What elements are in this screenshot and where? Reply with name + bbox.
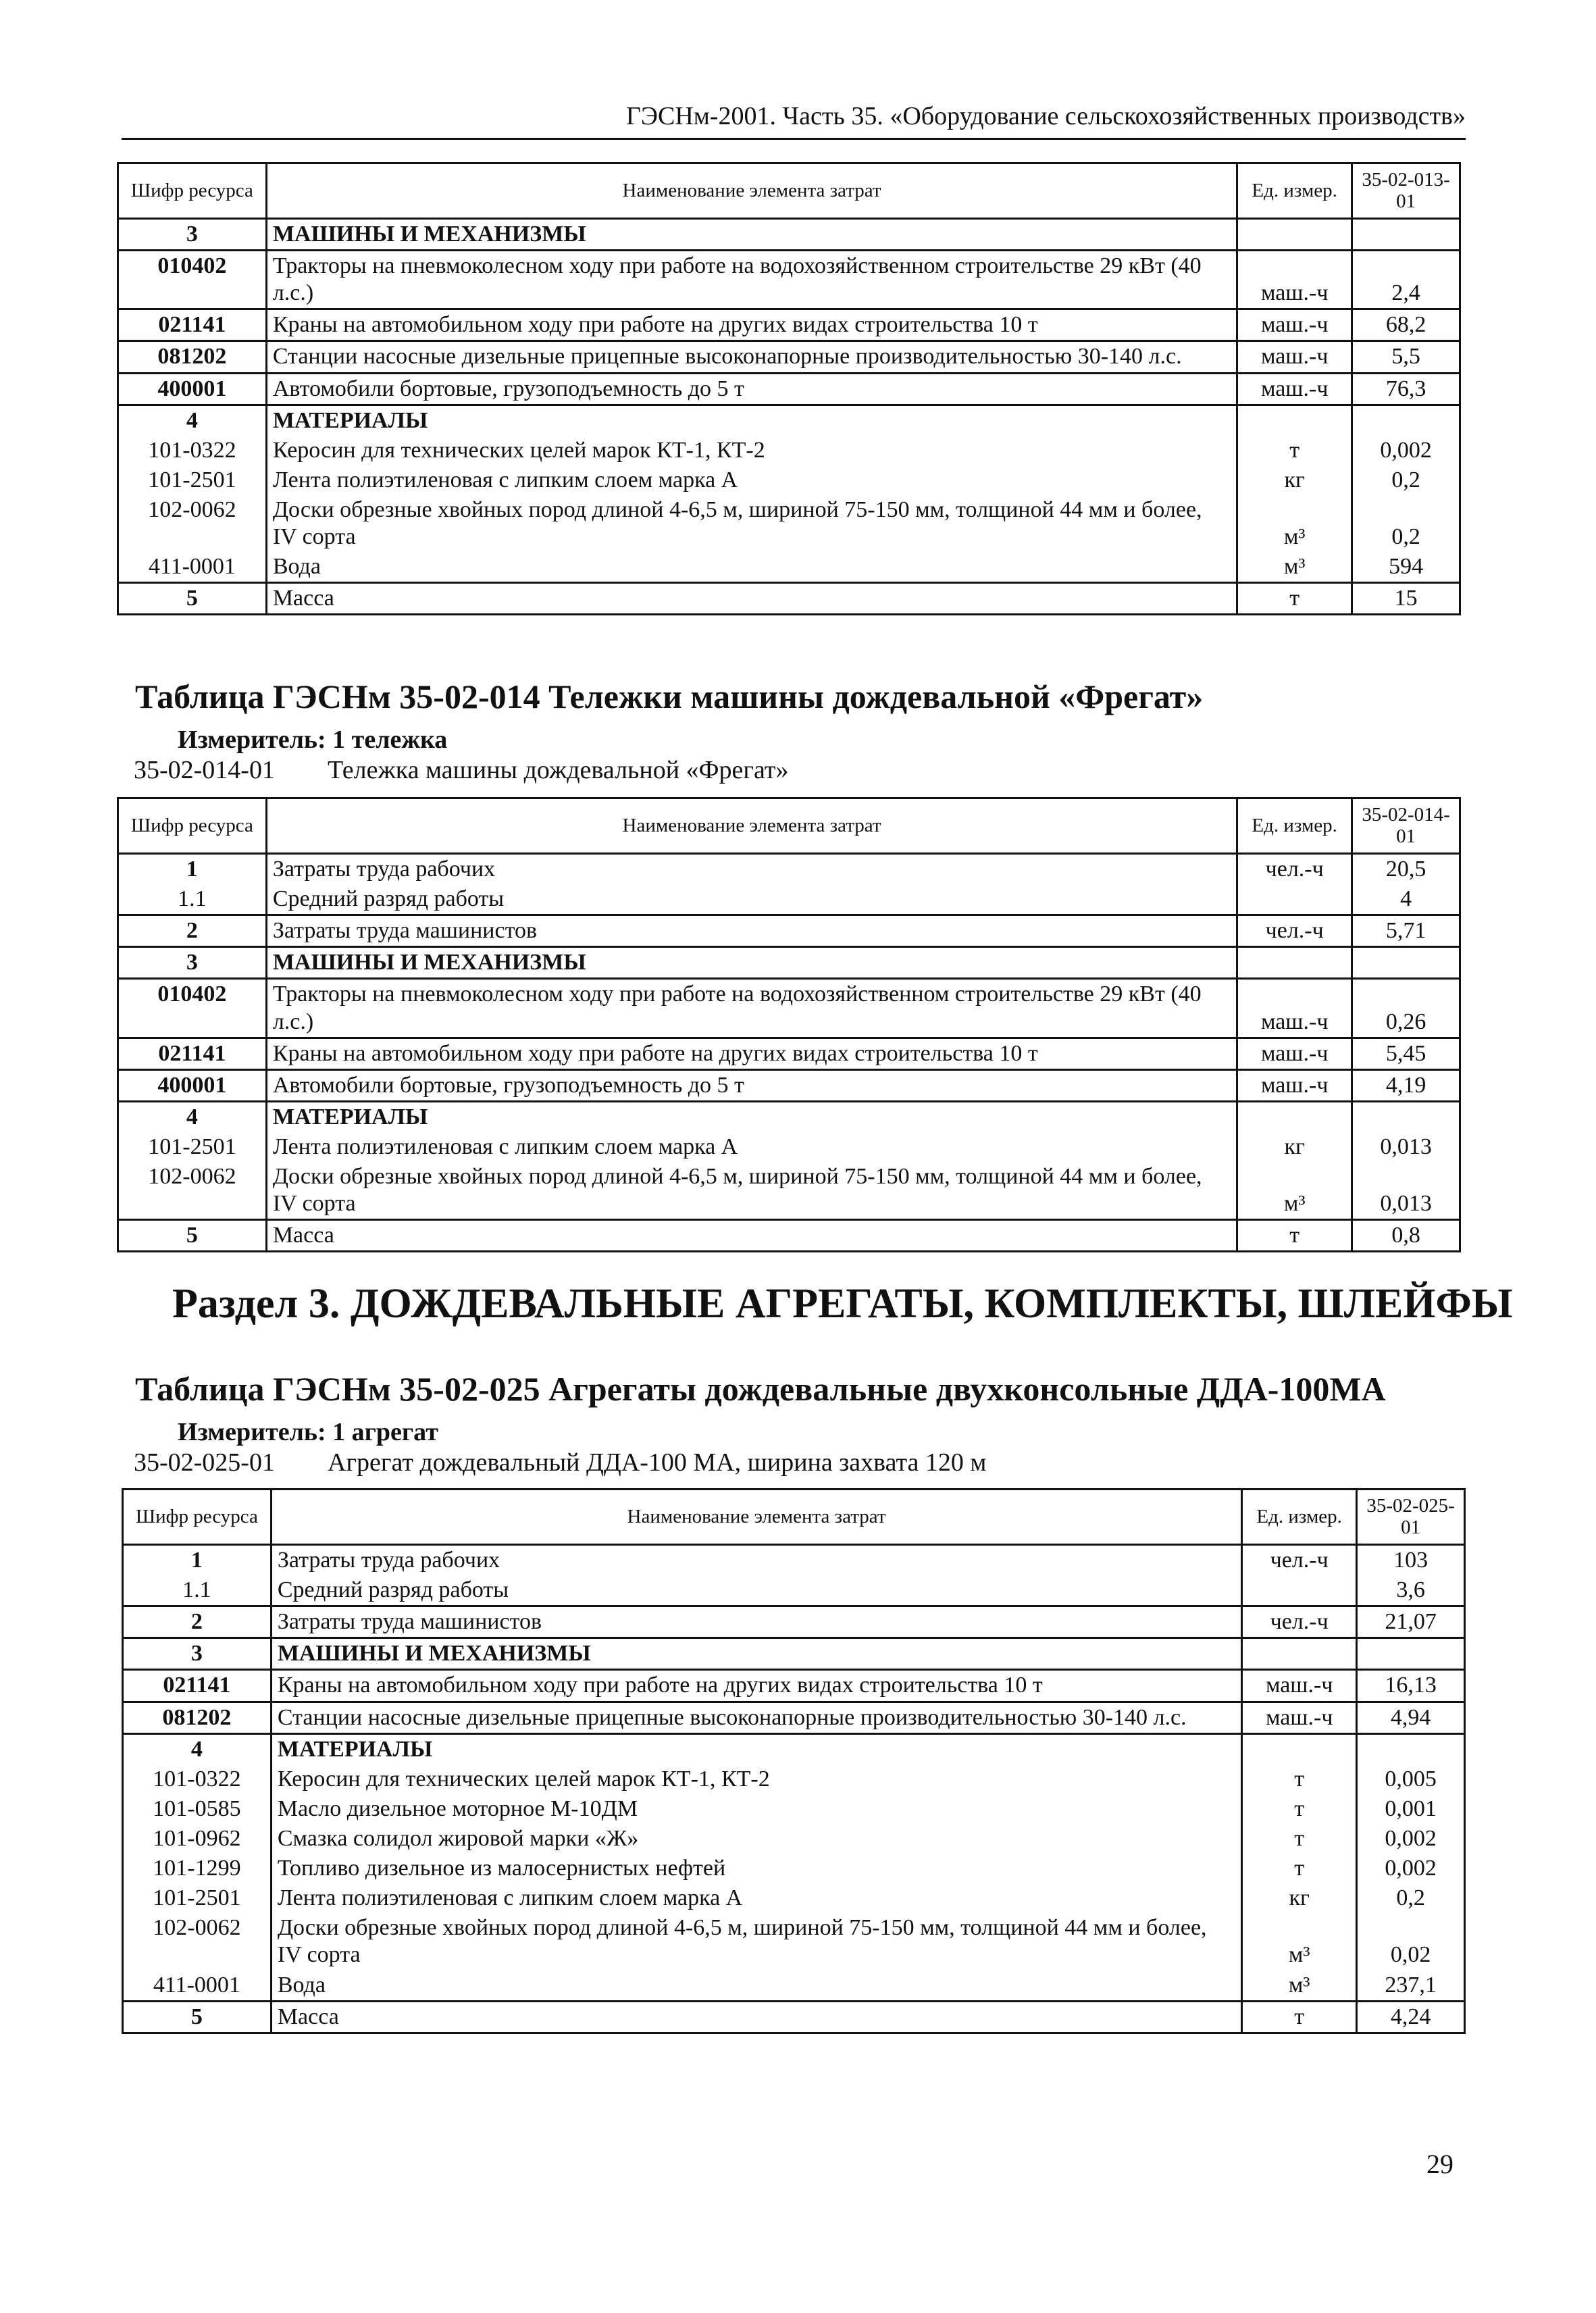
cell-name: МАШИНЫ И МЕХАНИЗМЫ: [266, 219, 1237, 251]
cell-unit: маш.-ч: [1242, 1670, 1357, 1702]
table-title-35-02-025: Таблица ГЭСНм 35-02-025 Агрегаты дождевальные двухконсольные ДДА-100МА: [135, 1370, 1386, 1408]
cell-code: 3: [123, 1638, 272, 1670]
table-row: [118, 495, 1460, 552]
table-row: [123, 1638, 1465, 1670]
cell-name: Лента полиэтиленовая с липким слоем марка А: [266, 465, 1237, 495]
cell-code: 5: [123, 2001, 272, 2033]
cell-value: 16,13: [1357, 1670, 1465, 1702]
cell-code: 081202: [118, 341, 267, 373]
page-number: 29: [1426, 2149, 1453, 2179]
table-row: [118, 915, 1460, 947]
cell-name: Краны на автомобильном ходу при работе на других видах строительства 10 т: [266, 1038, 1237, 1069]
cell-value: 0,001: [1357, 1794, 1465, 1824]
cell-code: 101-0962: [123, 1824, 272, 1854]
cell-unit: [1237, 219, 1352, 251]
cell-name: Средний разряд работы: [271, 1575, 1241, 1606]
cell-value: 0,26: [1352, 979, 1460, 1038]
cell-name: Тракторы на пневмоколесном ходу при работе на водохозяйственном строительстве 29 кВт (40 л.с.): [266, 251, 1237, 309]
cell-name: Масса: [271, 2001, 1241, 2033]
cell-code: 101-0322: [118, 436, 267, 465]
cell-name: Затраты труда машинистов: [271, 1606, 1241, 1638]
cell-unit: чел.-ч: [1242, 1545, 1357, 1576]
cell-name: Доски обрезные хвойных пород длиной 4-6,5 м, шириной 75-150 мм, толщиной 44 мм и более, IV сорта: [266, 495, 1237, 552]
table-row: [123, 1764, 1465, 1794]
cell-name: Станции насосные дизельные прицепные высоконапорные производительностью 30-140 л.с.: [266, 341, 1237, 373]
col-header-unit: Ед. измер.: [1242, 1490, 1357, 1545]
cell-code: 400001: [118, 1069, 267, 1101]
cell-value: 0,2: [1357, 1883, 1465, 1913]
table-row: [118, 436, 1460, 465]
cell-name: Средний разряд работы: [266, 884, 1237, 915]
cell-unit: т: [1237, 583, 1352, 615]
cell-unit: м³: [1242, 1971, 1357, 2002]
cell-value: 0,8: [1352, 1220, 1460, 1252]
cell-name: МАШИНЫ И МЕХАНИЗМЫ: [271, 1638, 1241, 1670]
cell-value: 594: [1352, 552, 1460, 583]
cell-name: МАТЕРИАЛЫ: [271, 1733, 1241, 1764]
cell-value: 0,002: [1352, 436, 1460, 465]
col-header-value: 35-02-025-01: [1357, 1490, 1465, 1545]
cell-unit: [1242, 1733, 1357, 1764]
table-row: [123, 2001, 1465, 2033]
table-row: [123, 1702, 1465, 1733]
cell-name: Лента полиэтиленовая с липким слоем марка А: [266, 1132, 1237, 1162]
cell-name: МАТЕРИАЛЫ: [266, 1101, 1237, 1132]
table-row: [118, 583, 1460, 615]
cell-value: 5,5: [1352, 341, 1460, 373]
cell-name: Масса: [266, 583, 1237, 615]
cell-value: 68,2: [1352, 309, 1460, 341]
cell-unit: чел.-ч: [1237, 915, 1352, 947]
cell-name: Доски обрезные хвойных пород длиной 4-6,5 м, шириной 75-150 мм, толщиной 44 мм и более, IV сорта: [266, 1162, 1237, 1220]
cell-code: 102-0062: [123, 1913, 272, 1970]
cell-unit: т: [1242, 1854, 1357, 1883]
table-row: [123, 1670, 1465, 1702]
cell-value: [1357, 1733, 1465, 1764]
cell-name: Керосин для технических целей марок КТ-1, КТ-2: [266, 436, 1237, 465]
cell-name: Топливо дизельное из малосернистых нефтей: [271, 1854, 1241, 1883]
cell-unit: м³: [1237, 552, 1352, 583]
cell-value: 4,94: [1357, 1702, 1465, 1733]
cell-value: 0,002: [1357, 1854, 1465, 1883]
variant-name: Агрегат дождевальный ДДА-100 МА, ширина захвата 120 м: [328, 1448, 987, 1477]
cell-name: Краны на автомобильном ходу при работе на других видах строительства 10 т: [266, 309, 1237, 341]
cell-code: 021141: [123, 1670, 272, 1702]
cell-code: 2: [123, 1606, 272, 1638]
table-row: [123, 1913, 1465, 1970]
cell-name: Масло дизельное моторное М-10ДМ: [271, 1794, 1241, 1824]
cell-unit: т: [1242, 1764, 1357, 1794]
cell-name: Краны на автомобильном ходу при работе на других видах строительства 10 т: [271, 1670, 1241, 1702]
cell-code: 1.1: [123, 1575, 272, 1606]
col-header-code: Шифр ресурса: [123, 1490, 272, 1545]
table-row: [123, 1794, 1465, 1824]
cell-code: 411-0001: [123, 1971, 272, 2002]
cell-code: 400001: [118, 373, 267, 405]
cell-value: 0,013: [1352, 1162, 1460, 1220]
cell-name: Смазка солидол жировой марки «Ж»: [271, 1824, 1241, 1854]
cell-name: Затраты труда машинистов: [266, 915, 1237, 947]
cell-code: 101-2501: [118, 465, 267, 495]
col-header-name: Наименование элемента затрат: [266, 798, 1237, 854]
cell-value: 103: [1357, 1545, 1465, 1576]
cell-unit: маш.-ч: [1237, 1069, 1352, 1101]
table-variant-35-02-025-01: [134, 1448, 986, 1477]
cell-name: Доски обрезные хвойных пород длиной 4-6,5 м, шириной 75-150 мм, толщиной 44 мм и более, IV сорта: [271, 1913, 1241, 1970]
table-variant-35-02-014-01: [134, 755, 789, 785]
table-row: [123, 1606, 1465, 1638]
table-row: [118, 979, 1460, 1038]
table-row: [118, 1038, 1460, 1069]
resource-table-35-02-014: [117, 797, 1461, 1252]
cell-unit: чел.-ч: [1242, 1606, 1357, 1638]
cell-name: Тракторы на пневмоколесном ходу при работе на водохозяйственном строительстве 29 кВт (40 л.с.): [266, 979, 1237, 1038]
table-row: [118, 1132, 1460, 1162]
cell-code: 5: [118, 583, 267, 615]
cell-code: 101-2501: [123, 1883, 272, 1913]
cell-unit: [1237, 884, 1352, 915]
cell-value: 4: [1352, 884, 1460, 915]
table-row: [123, 1575, 1465, 1606]
cell-unit: маш.-ч: [1237, 979, 1352, 1038]
cell-value: 76,3: [1352, 373, 1460, 405]
cell-name: Лента полиэтиленовая с липким слоем марка А: [271, 1883, 1241, 1913]
table-measure-35-02-025: Измеритель: 1 агрегат: [178, 1418, 438, 1446]
table-row: [118, 1101, 1460, 1132]
table-row: [118, 1220, 1460, 1252]
cell-code: 1.1: [118, 884, 267, 915]
table-row: [118, 373, 1460, 405]
cell-unit: [1242, 1638, 1357, 1670]
cell-code: 3: [118, 947, 267, 979]
col-header-value: 35-02-014-01: [1352, 798, 1460, 854]
cell-value: [1352, 219, 1460, 251]
table-row: [118, 309, 1460, 341]
cell-unit: [1237, 947, 1352, 979]
cell-unit: т: [1237, 436, 1352, 465]
table-row: [118, 1162, 1460, 1220]
table-row: [118, 1069, 1460, 1101]
cell-unit: маш.-ч: [1237, 1038, 1352, 1069]
cell-value: [1352, 405, 1460, 436]
cell-unit: т: [1237, 1220, 1352, 1252]
cell-value: 237,1: [1357, 1971, 1465, 2002]
cell-unit: [1242, 1575, 1357, 1606]
cell-code: 101-2501: [118, 1132, 267, 1162]
col-header-name: Наименование элемента затрат: [271, 1490, 1241, 1545]
cell-code: 081202: [123, 1702, 272, 1733]
cell-unit: м³: [1237, 495, 1352, 552]
cell-code: 2: [118, 915, 267, 947]
cell-code: 411-0001: [118, 552, 267, 583]
col-header-unit: Ед. измер.: [1237, 798, 1352, 854]
cell-unit: маш.-ч: [1242, 1702, 1357, 1733]
cell-name: МАТЕРИАЛЫ: [266, 405, 1237, 436]
cell-unit: чел.-ч: [1237, 854, 1352, 885]
cell-value: 5,71: [1352, 915, 1460, 947]
variant-code: 35-02-014-01: [134, 756, 275, 784]
cell-unit: м³: [1237, 1162, 1352, 1220]
table-row: [118, 341, 1460, 373]
cell-value: 20,5: [1352, 854, 1460, 885]
cell-code: 102-0062: [118, 1162, 267, 1220]
cell-value: [1357, 1638, 1465, 1670]
cell-name: Вода: [266, 552, 1237, 583]
table-row: [123, 1971, 1465, 2002]
table-row: [118, 552, 1460, 583]
table-row: [123, 1733, 1465, 1764]
cell-code: 010402: [118, 979, 267, 1038]
col-header-code: Шифр ресурса: [118, 798, 267, 854]
resource-table-35-02-013: [117, 162, 1461, 615]
cell-value: 0,2: [1352, 465, 1460, 495]
cell-value: 15: [1352, 583, 1460, 615]
cell-name: МАШИНЫ И МЕХАНИЗМЫ: [266, 947, 1237, 979]
cell-value: 21,07: [1357, 1606, 1465, 1638]
cell-unit: т: [1242, 1794, 1357, 1824]
table-row: [123, 1883, 1465, 1913]
cell-code: 021141: [118, 309, 267, 341]
cell-unit: маш.-ч: [1237, 373, 1352, 405]
table-row: [123, 1854, 1465, 1883]
cell-code: 102-0062: [118, 495, 267, 552]
cell-code: 4: [118, 1101, 267, 1132]
section-title: Раздел 3. ДОЖДЕВАЛЬНЫЕ АГРЕГАТЫ, КОМПЛЕКТЫ, ШЛЕЙФЫ: [172, 1281, 1513, 1327]
cell-code: 021141: [118, 1038, 267, 1069]
cell-unit: кг: [1237, 465, 1352, 495]
table-row: [118, 405, 1460, 436]
table-row: [118, 947, 1460, 979]
col-header-code: Шифр ресурса: [118, 163, 267, 219]
running-header: ГЭСНм-2001. Часть 35. «Оборудование сельскохозяйственных производств»: [122, 101, 1466, 140]
cell-code: 4: [123, 1733, 272, 1764]
cell-code: 1: [123, 1545, 272, 1576]
cell-value: 0,02: [1357, 1913, 1465, 1970]
table-row: [118, 219, 1460, 251]
col-header-value: 35-02-013-01: [1352, 163, 1460, 219]
table-row: [118, 884, 1460, 915]
table-row: [118, 251, 1460, 309]
cell-name: Автомобили бортовые, грузоподъемность до 5 т: [266, 373, 1237, 405]
cell-name: Масса: [266, 1220, 1237, 1252]
cell-value: [1352, 1101, 1460, 1132]
cell-name: Автомобили бортовые, грузоподъемность до 5 т: [266, 1069, 1237, 1101]
cell-code: 1: [118, 854, 267, 885]
cell-code: 010402: [118, 251, 267, 309]
cell-value: 4,19: [1352, 1069, 1460, 1101]
cell-unit: т: [1242, 2001, 1357, 2033]
cell-code: 101-0322: [123, 1764, 272, 1794]
cell-value: 0,005: [1357, 1764, 1465, 1794]
cell-name: Станции насосные дизельные прицепные высоконапорные производительностью 30-140 л.с.: [271, 1702, 1241, 1733]
table-measure-35-02-014: Измеритель: 1 тележка: [178, 726, 448, 754]
cell-value: 2,4: [1352, 251, 1460, 309]
cell-value: [1352, 947, 1460, 979]
cell-unit: кг: [1242, 1883, 1357, 1913]
cell-value: 3,6: [1357, 1575, 1465, 1606]
cell-unit: маш.-ч: [1237, 341, 1352, 373]
cell-unit: маш.-ч: [1237, 309, 1352, 341]
cell-value: 5,45: [1352, 1038, 1460, 1069]
table-row: [123, 1545, 1465, 1576]
cell-code: 5: [118, 1220, 267, 1252]
col-header-name: Наименование элемента затрат: [266, 163, 1237, 219]
cell-unit: [1237, 1101, 1352, 1132]
cell-code: 3: [118, 219, 267, 251]
cell-unit: т: [1242, 1824, 1357, 1854]
table-title-35-02-014: Таблица ГЭСНм 35-02-014 Тележки машины дождевальной «Фрегат»: [135, 678, 1204, 715]
cell-value: 0,013: [1352, 1132, 1460, 1162]
cell-unit: кг: [1237, 1132, 1352, 1162]
cell-name: Затраты труда рабочих: [266, 854, 1237, 885]
cell-unit: [1237, 405, 1352, 436]
col-header-unit: Ед. измер.: [1237, 163, 1352, 219]
resource-table-35-02-025: [122, 1488, 1466, 2034]
cell-value: 4,24: [1357, 2001, 1465, 2033]
variant-name: Тележка машины дождевальной «Фрегат»: [328, 756, 789, 784]
cell-code: 4: [118, 405, 267, 436]
cell-unit: м³: [1242, 1913, 1357, 1970]
cell-name: Керосин для технических целей марок КТ-1, КТ-2: [271, 1764, 1241, 1794]
table-row: [118, 465, 1460, 495]
table-row: [123, 1824, 1465, 1854]
cell-unit: маш.-ч: [1237, 251, 1352, 309]
cell-code: 101-0585: [123, 1794, 272, 1824]
variant-code: 35-02-025-01: [134, 1448, 275, 1477]
cell-value: 0,2: [1352, 495, 1460, 552]
cell-value: 0,002: [1357, 1824, 1465, 1854]
table-row: [118, 854, 1460, 885]
cell-name: Затраты труда рабочих: [271, 1545, 1241, 1576]
cell-code: 101-1299: [123, 1854, 272, 1883]
cell-name: Вода: [271, 1971, 1241, 2002]
